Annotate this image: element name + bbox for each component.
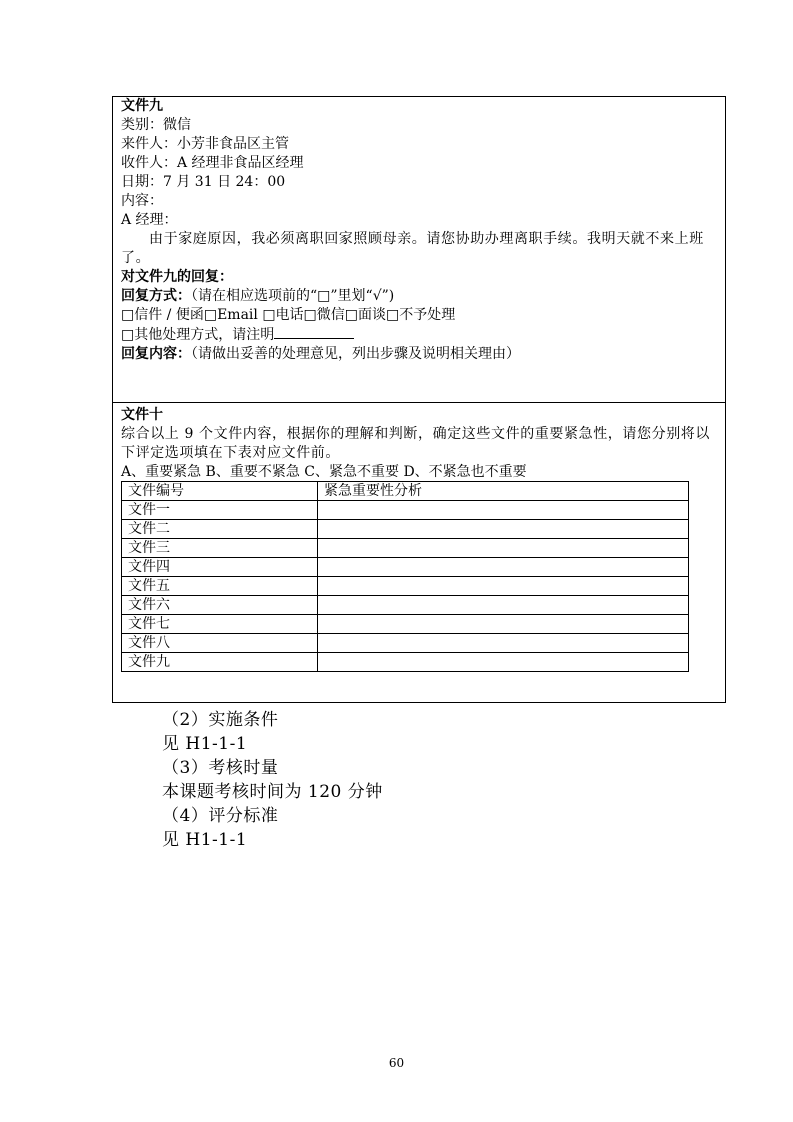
- table-row: [122, 501, 689, 520]
- analysis-cell[interactable]: [318, 577, 689, 596]
- section-duration: （3）考核时量: [162, 758, 279, 778]
- page-number: 60: [388, 1056, 405, 1070]
- file9-date: 日期：7 月 31 日 24：00: [121, 174, 286, 190]
- reply-content: [121, 345, 719, 364]
- file10-section: [113, 403, 725, 702]
- table-header-row: [122, 482, 689, 501]
- file-number-cell: 文件五: [122, 577, 318, 596]
- analysis-cell[interactable]: [318, 653, 689, 672]
- reply-options[interactable]: □信件 / 便函□Email □电话□微信□面谈□不予处理: [121, 307, 456, 323]
- file-number-cell: 文件九: [122, 653, 318, 672]
- table-row: [122, 615, 689, 634]
- file-number-cell: 文件四: [122, 558, 318, 577]
- reply-method: [121, 287, 719, 306]
- header-analysis: 紧急重要性分析: [318, 482, 689, 501]
- scoring-ref: 见 H1-1-1: [162, 830, 248, 850]
- reply-method-label: 回复方式：: [121, 288, 191, 304]
- table-row: [122, 596, 689, 615]
- reply-content-hint: （请做出妥善的处理意见，列出步骤及说明相关理由）: [191, 346, 520, 362]
- file-number-cell: 文件七: [122, 615, 318, 634]
- file9-salutation: A 经理：: [121, 212, 178, 228]
- file9-sender: 来件人：小芳非食品区主管: [121, 136, 289, 152]
- analysis-cell[interactable]: [318, 615, 689, 634]
- analysis-cell[interactable]: [318, 520, 689, 539]
- analysis-cell[interactable]: [318, 596, 689, 615]
- urgency-table: [121, 481, 689, 672]
- analysis-cell[interactable]: [318, 539, 689, 558]
- file10-intro: 综合以上 9 个文件内容，根据你的理解和判断，确定这些文件的重要紧急性，请您分别将以下评定选项填在下表对应文件前。: [121, 426, 711, 461]
- document-frame: [112, 96, 726, 703]
- file-number-cell: 文件三: [122, 539, 318, 558]
- table-row: [122, 558, 689, 577]
- file9-reply-title: 对文件九的回复：: [121, 269, 233, 285]
- reply-other-blank[interactable]: [274, 325, 354, 339]
- table-row: [122, 634, 689, 653]
- file-number-cell: 文件八: [122, 634, 318, 653]
- reply-content-label: 回复内容：: [121, 346, 191, 362]
- table-row: [122, 653, 689, 672]
- file9-body: 由于家庭原因，我必须离职回家照顾母亲。请您协助办理离职手续。我明天就不来上班了。: [121, 231, 704, 266]
- table-row: [122, 539, 689, 558]
- reply-other-label: □其他处理方式，请注明: [121, 327, 275, 343]
- file9-recipient: 收件人：A 经理非食品区经理: [121, 155, 304, 171]
- file10-title: 文件十: [121, 407, 163, 423]
- table-row: [122, 577, 689, 596]
- section-implementation: （2）实施条件: [162, 710, 279, 730]
- analysis-cell[interactable]: [318, 501, 689, 520]
- implementation-ref: 见 H1-1-1: [162, 734, 248, 754]
- file-number-cell: 文件六: [122, 596, 318, 615]
- table-row: [122, 520, 689, 539]
- analysis-cell[interactable]: [318, 558, 689, 577]
- analysis-cell[interactable]: [318, 634, 689, 653]
- file9-section: [113, 97, 725, 403]
- file9-content-label: 内容：: [121, 193, 163, 209]
- file-number-cell: 文件二: [122, 520, 318, 539]
- section-scoring: （4）评分标准: [162, 806, 279, 826]
- file9-title: 文件九: [121, 98, 163, 114]
- reply-other[interactable]: [121, 325, 719, 345]
- file-number-cell: 文件一: [122, 501, 318, 520]
- file10-options: A、重要紧急 B、重要不紧急 C、紧急不重要 D、不紧急也不重要: [121, 464, 527, 480]
- duration-text: 本课题考核时间为 120 分钟: [162, 782, 383, 802]
- header-file-number: 文件编号: [122, 482, 318, 501]
- file9-category: 类别：微信: [121, 117, 191, 133]
- reply-method-hint: （请在相应选项前的“□”里划“√”): [191, 288, 395, 304]
